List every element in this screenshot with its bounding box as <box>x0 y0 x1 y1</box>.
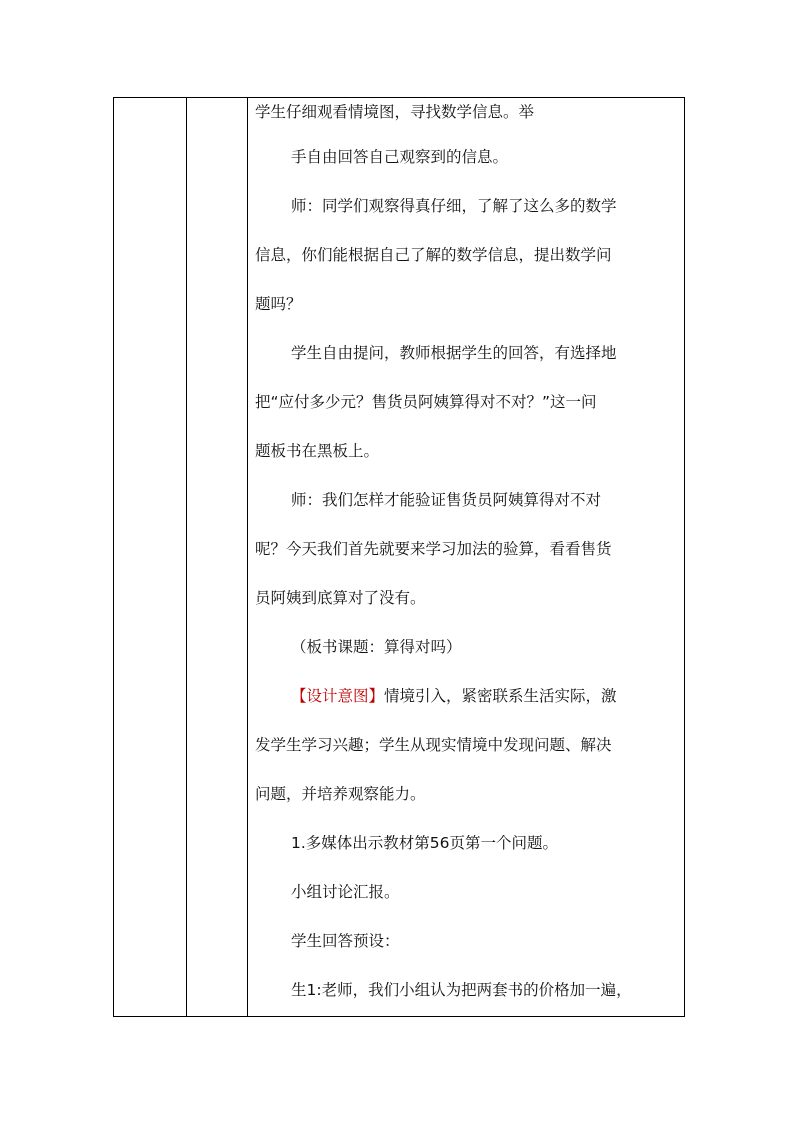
design-intent-label: 【设计意图】 <box>291 687 385 705</box>
text-line-10: 呢？今天我们首先就要来学习加法的验算，看看售货 <box>255 540 612 558</box>
column-divider-1 <box>186 98 187 1016</box>
board-title-line: （板书课题：算得对吗） <box>291 638 462 656</box>
text-line-1: 学生仔细观看情境图，寻找数学信息。举 <box>255 103 535 121</box>
text-line-2: 手自由回答自己观察到的信息。 <box>291 148 509 166</box>
text-line-11: 员阿姨到底算对了没有。 <box>255 589 426 607</box>
text-line-7: 把“应付多少元？售货员阿姨算得对不对？”这一问 <box>255 393 597 411</box>
text-line-16: 1.多媒体出示教材第56页第一个问题。 <box>291 834 559 852</box>
text-line-17: 小组讨论汇报。 <box>291 883 400 901</box>
text-line-9: 师：我们怎样才能验证售货员阿姨算得对不对 <box>291 491 602 509</box>
text-line-14: 发学生学习兴趣；学生从现实情境中发现问题、解决 <box>255 736 612 754</box>
design-intent-text: 情境引入，紧密联系生活实际，激 <box>384 687 617 705</box>
text-line-8: 题板书在黑板上。 <box>255 442 380 460</box>
text-line-19: 生1:老师，我们小组认为把两套书的价格加一遍， <box>291 981 632 999</box>
text-line-6: 学生自由提问，教师根据学生的回答，有选择地 <box>291 344 617 362</box>
text-line-5: 题吗？ <box>255 295 302 313</box>
text-line-4: 信息，你们能根据自己了解的数学信息，提出数学问 <box>255 246 612 264</box>
column-divider-2 <box>247 98 248 1016</box>
lesson-table <box>113 97 685 1017</box>
text-line-3: 师：同学们观察得真仔细，了解了这么多的数学 <box>291 197 617 215</box>
text-line-15: 问题，并培养观察能力。 <box>255 785 426 803</box>
design-intent-line <box>291 686 617 706</box>
text-line-18: 学生回答预设： <box>291 932 400 950</box>
